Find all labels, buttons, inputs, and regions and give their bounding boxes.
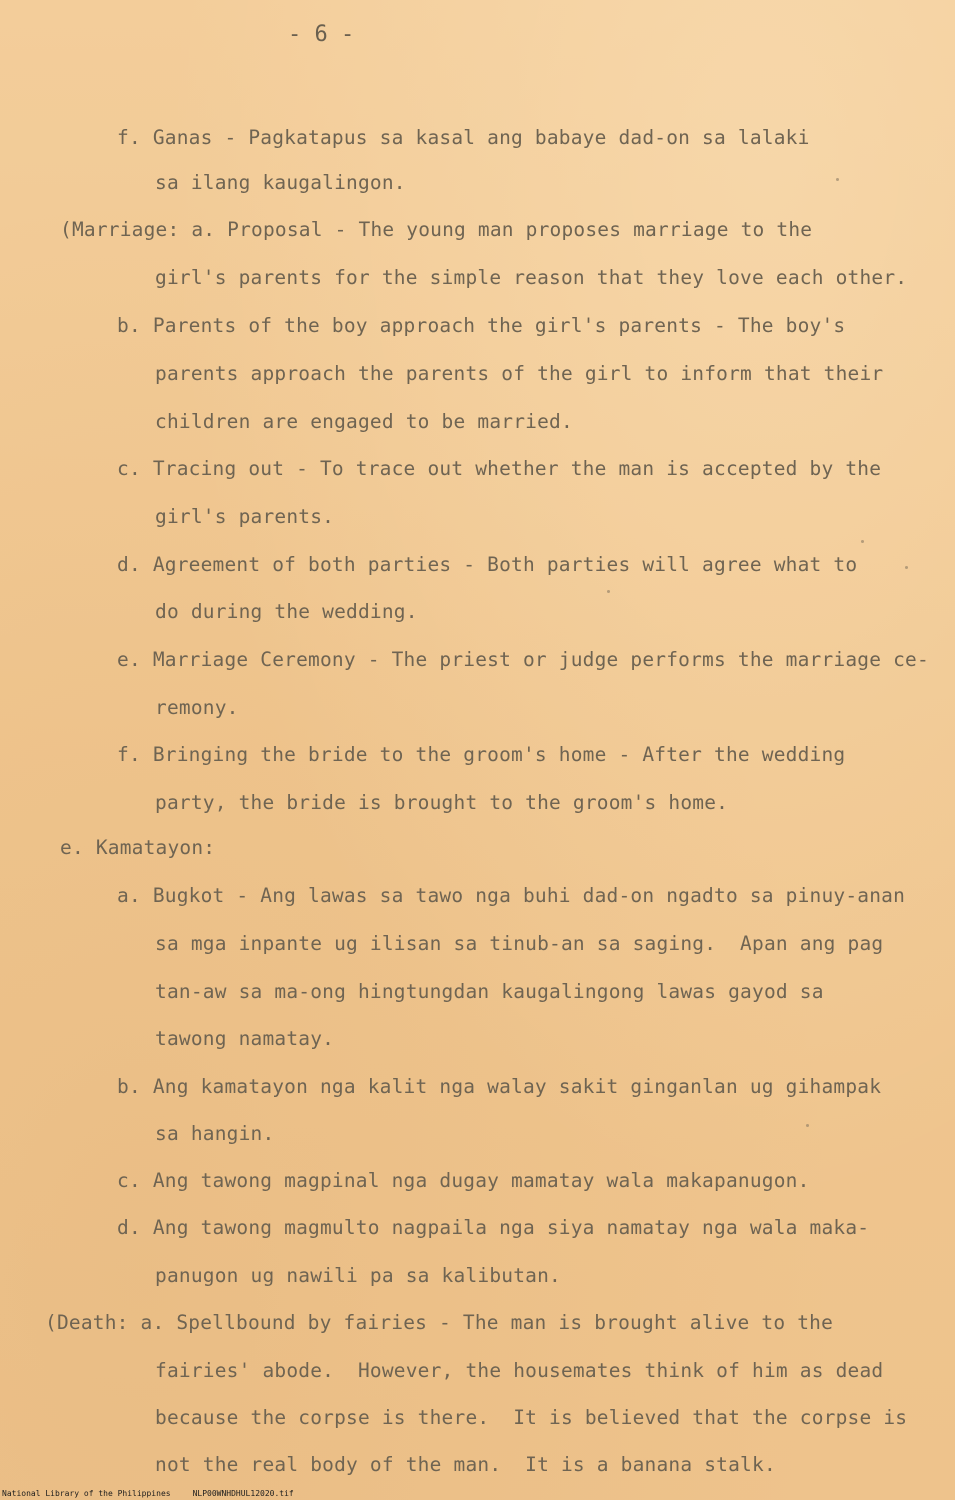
text-line: tan-aw sa ma-ong hingtungdan kaugalingong lawas gayod sa xyxy=(155,980,824,1003)
text-line: (Death: a. Spellbound by fairies - The man is brought alive to the xyxy=(45,1311,834,1334)
paper-speck xyxy=(861,540,864,543)
text-line: b. Ang kamatayon nga kalit nga walay sakit ginganlan ug gihampak xyxy=(117,1075,882,1098)
text-line: children are engaged to be married. xyxy=(155,410,573,433)
text-line: e. Marriage Ceremony - The priest or judge performs the marriage ce- xyxy=(117,648,929,671)
text-line: tawong namatay. xyxy=(155,1027,335,1050)
text-line: fairies' abode. However, the housemates think of him as dead xyxy=(155,1359,884,1382)
text-line: c. Ang tawong magpinal nga dugay mamatay wala makapanugon. xyxy=(117,1169,810,1192)
text-line: sa ilang kaugalingon. xyxy=(155,171,406,194)
text-line: panugon ug nawili pa sa kalibutan. xyxy=(155,1264,561,1287)
page-number: - 6 - xyxy=(288,22,355,47)
text-line: e. Kamatayon: xyxy=(60,836,216,859)
text-line: do during the wedding. xyxy=(155,600,418,623)
text-line: d. Ang tawong magmulto nagpaila nga siya namatay nga wala maka- xyxy=(117,1216,870,1239)
text-line: f. Ganas - Pagkatapus sa kasal ang babaye dad-on sa lalaki xyxy=(117,126,810,149)
text-line: parents approach the parents of the girl to inform that their xyxy=(155,362,884,385)
text-line: sa mga inpante ug ilisan sa tinub-an sa saging. Apan ang pag xyxy=(155,932,884,955)
paper-speck xyxy=(806,1124,809,1127)
text-line: f. Bringing the bride to the groom's home - After the wedding xyxy=(117,743,846,766)
text-line: d. Agreement of both parties - Both parties will agree what to xyxy=(117,553,858,576)
text-line: sa hangin. xyxy=(155,1122,275,1145)
footer-filename: NLP00WNHDHUL12020.tif xyxy=(192,1489,294,1498)
text-line: c. Tracing out - To trace out whether the man is accepted by the xyxy=(117,457,882,480)
text-line: because the corpse is there. It is believed that the corpse is xyxy=(155,1406,908,1429)
text-line: remony. xyxy=(155,696,239,719)
text-line: girl's parents. xyxy=(155,505,335,528)
paper-speck xyxy=(836,178,839,181)
footer xyxy=(2,1489,316,1498)
paper-speck xyxy=(607,590,610,593)
paper-speck xyxy=(905,566,908,569)
text-line: not the real body of the man. It is a banana stalk. xyxy=(155,1453,776,1476)
text-line: party, the bride is brought to the groom's home. xyxy=(155,791,729,814)
text-line: a. Bugkot - Ang lawas sa tawo nga buhi dad-on ngadto sa pinuy-anan xyxy=(117,884,906,907)
footer-source: National Library of the Philippines xyxy=(2,1489,171,1498)
text-line: (Marriage: a. Proposal - The young man proposes marriage to the xyxy=(60,218,813,241)
text-line: girl's parents for the simple reason that they love each other. xyxy=(155,266,908,289)
text-line: b. Parents of the boy approach the girl's parents - The boy's xyxy=(117,314,846,337)
